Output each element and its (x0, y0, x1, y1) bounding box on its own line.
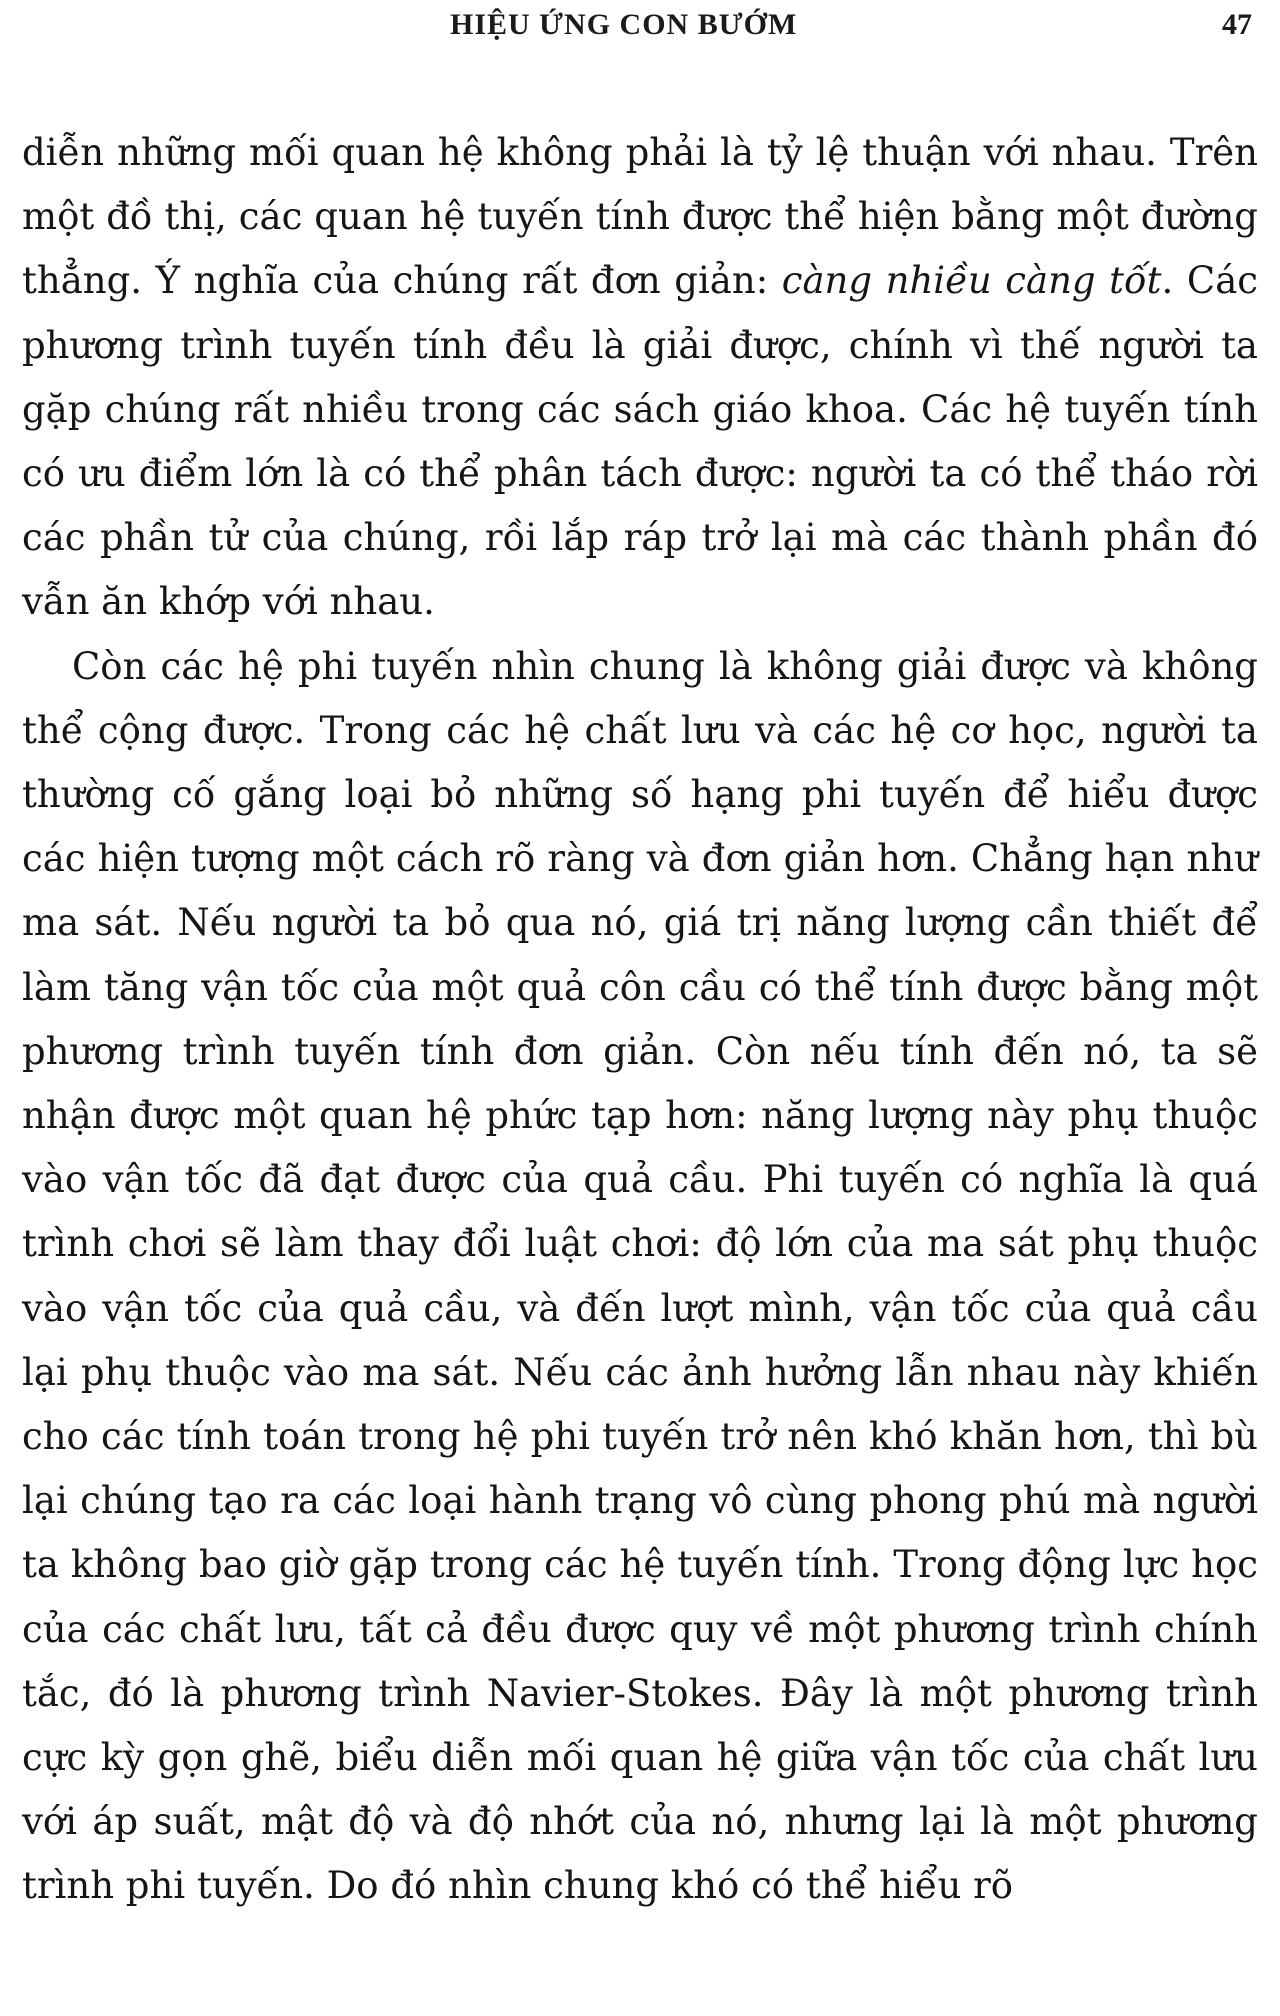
body-text (22, 121, 1258, 1919)
paragraph-1-italic-phrase: càng nhiều càng tốt (781, 259, 1162, 303)
page-number: 47 (1222, 8, 1252, 41)
paragraph-1 (22, 121, 1258, 635)
paragraph-2: Còn các hệ phi tuyến nhìn chung là không giải được và không thể cộng được. Trong các hệ chất lưu và các hệ cơ học, người ta thường cố gắng loại bỏ những số hạng phi tuyến để hiểu được các hiện tượng một cách rõ ràng và đơn giản hơn. Chẳng hạn như ma sát. Nếu người ta bỏ qua nó, giá trị năng lượng cần thiết để làm tăng vận tốc của một quả côn cầu có thể tính được bằng một phương trình tuyến tính đơn giản. Còn nếu tính đến nó, ta sẽ nhận được một quan hệ phức tạp hơn: năng lượng này phụ thuộc vào vận tốc đã đạt được của quả cầu. Phi tuyến có nghĩa là quá trình chơi sẽ làm thay đổi luật chơi: độ lớn của ma sát phụ thuộc vào vận tốc của quả cầu, và đến lượt mình, vận tốc của quả cầu lại phụ thuộc vào ma sát. Nếu các ảnh hưởng lẫn nhau này khiến cho các tính toán trong hệ phi tuyến trở nên khó khăn hơn, thì bù lại chúng tạo ra các loại hành trạng vô cùng phong phú mà người ta không bao giờ gặp trong các hệ tuyến tính. Trong động lực học của các chất lưu, tất cả đều được quy về một phương trình chính tắc, đó là phương trình Navier-Stokes. Đây là một phương trình cực kỳ gọn ghẽ, biểu diễn mối quan hệ giữa vận tốc của chất lưu với áp suất, mật độ và độ nhớt của nó, nhưng lại là một phương trình phi tuyến. Do đó nhìn chung khó có thể hiểu rõ (22, 644, 1258, 1908)
paragraph-1-text-start: diễn những mối quan hệ không phải là tỷ lệ thuận với nhau. Trên một đồ thị, các quan hệ tuyến tính được thể hiện bằng một đường thẳng. Ý nghĩa của chúng rất đơn giản: (22, 131, 1258, 303)
paragraph-1-text-end: . Các phương trình tuyến tính đều là giải được, chính vì thế người ta gặp chúng rất nhiều trong các sách giáo khoa. Các hệ tuyến tính có ưu điểm lớn là có thể phân tách được: người ta có thể tháo rời các phần tử của chúng, rồi lắp ráp trở lại mà các thành phần đó vẫn ăn khớp với nhau. (22, 259, 1258, 624)
running-head (0, 8, 1280, 48)
running-title: HIỆU ỨNG CON BƯỚM (450, 8, 798, 41)
